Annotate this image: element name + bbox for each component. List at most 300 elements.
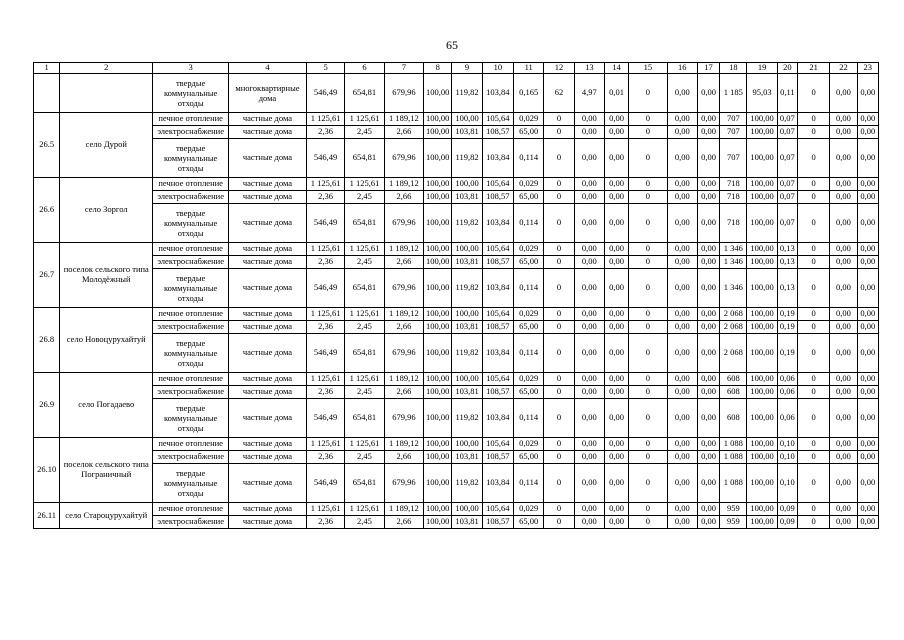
value-cell: 0,00 [667,399,697,438]
value-cell: 0 [629,464,667,503]
value-cell: 0 [544,139,574,178]
value-cell: 100,00 [452,373,482,386]
table-row [34,74,879,113]
value-cell: 0,00 [604,178,628,191]
service-cell: электроснабжение [153,451,229,464]
value-cell: 0,00 [667,321,697,334]
value-cell: 546,49 [306,399,344,438]
value-cell: 0,00 [857,126,878,139]
value-cell: 608 [720,386,747,399]
value-cell: 119,82 [452,464,482,503]
value-cell: 108,57 [482,321,513,334]
value-cell: 1 125,61 [345,308,384,321]
value-cell: 0 [797,308,829,321]
housing-cell: частные дома [229,191,307,204]
value-cell: 1 189,12 [384,178,423,191]
settlement-name: поселок сельского типа Пограничный [60,438,153,503]
housing-cell: частные дома [229,204,307,243]
value-cell: 0,00 [574,451,604,464]
housing-cell: частные дома [229,516,307,529]
column-number: 17 [697,63,719,74]
value-cell: 100,00 [424,178,452,191]
value-cell: 0,07 [777,178,797,191]
settlement-name: село Староцурухайтуй [60,503,153,529]
value-cell: 108,57 [482,126,513,139]
column-number: 7 [384,63,423,74]
column-number: 15 [629,63,667,74]
value-cell: 100,00 [747,113,777,126]
value-cell: 0,00 [857,438,878,451]
service-cell: печное отопление [153,243,229,256]
value-cell: 103,84 [482,204,513,243]
value-cell: 100,00 [747,438,777,451]
housing-cell: частные дома [229,126,307,139]
value-cell: 0 [797,503,829,516]
table-row [34,308,879,321]
value-cell: 103,84 [482,464,513,503]
table-row [34,139,879,178]
value-cell: 0 [797,438,829,451]
table-row [34,126,879,139]
value-cell: 0,00 [604,399,628,438]
value-cell: 0 [544,204,574,243]
value-cell: 0,114 [514,269,544,308]
column-number: 14 [604,63,628,74]
value-cell: 103,84 [482,74,513,113]
column-number: 22 [830,63,857,74]
value-cell: 0,114 [514,139,544,178]
value-cell: 100,00 [747,451,777,464]
value-cell: 2,36 [306,516,344,529]
value-cell: 0,00 [604,386,628,399]
value-cell: 0,029 [514,373,544,386]
value-cell: 0,00 [857,139,878,178]
table-row [34,243,879,256]
value-cell: 654,81 [345,74,384,113]
value-cell: 119,82 [452,204,482,243]
value-cell: 0 [797,399,829,438]
value-cell: 100,00 [747,243,777,256]
value-cell: 1 125,61 [345,503,384,516]
value-cell: 105,64 [482,243,513,256]
value-cell: 2,36 [306,321,344,334]
value-cell: 0,00 [574,256,604,269]
value-cell: 2,45 [345,191,384,204]
value-cell: 1 125,61 [306,503,344,516]
value-cell: 0 [797,386,829,399]
value-cell: 2,66 [384,386,423,399]
value-cell: 0,00 [574,373,604,386]
value-cell: 103,81 [452,451,482,464]
housing-cell: многоквартирные дома [229,74,307,113]
value-cell: 0 [797,243,829,256]
value-cell: 100,00 [424,308,452,321]
value-cell: 0,00 [697,139,719,178]
value-cell: 1 346 [720,269,747,308]
service-cell: печное отопление [153,113,229,126]
value-cell: 103,81 [452,516,482,529]
value-cell: 0,06 [777,386,797,399]
value-cell: 0,00 [830,126,857,139]
value-cell: 0,00 [604,464,628,503]
value-cell: 0,13 [777,243,797,256]
value-cell: 100,00 [424,451,452,464]
column-number: 3 [153,63,229,74]
value-cell: 1 189,12 [384,113,423,126]
housing-cell: частные дома [229,334,307,373]
value-cell: 2,45 [345,451,384,464]
value-cell: 100,00 [747,191,777,204]
value-cell: 100,00 [747,386,777,399]
value-cell: 65,00 [514,126,544,139]
value-cell: 654,81 [345,204,384,243]
value-cell: 0,00 [667,74,697,113]
value-cell: 2,66 [384,451,423,464]
tariff-table [33,62,879,529]
value-cell: 1 125,61 [345,113,384,126]
value-cell: 0,00 [830,516,857,529]
value-cell: 0,114 [514,334,544,373]
value-cell: 718 [720,178,747,191]
value-cell: 0,00 [604,256,628,269]
value-cell: 108,57 [482,451,513,464]
value-cell: 0,00 [667,451,697,464]
service-cell: твердые коммунальные отходы [153,139,229,178]
value-cell: 0 [544,373,574,386]
value-cell: 0,00 [667,191,697,204]
value-cell: 1 189,12 [384,243,423,256]
value-cell: 1 125,61 [306,373,344,386]
service-cell: печное отопление [153,503,229,516]
value-cell: 718 [720,191,747,204]
value-cell: 0 [544,451,574,464]
table-row [34,113,879,126]
value-cell: 0,00 [604,139,628,178]
value-cell: 546,49 [306,464,344,503]
value-cell: 100,00 [424,399,452,438]
value-cell: 2 068 [720,308,747,321]
value-cell: 0,00 [857,451,878,464]
value-cell: 0,00 [830,256,857,269]
value-cell: 0,00 [830,334,857,373]
value-cell: 0 [797,334,829,373]
service-cell: твердые коммунальные отходы [153,464,229,503]
value-cell: 654,81 [345,334,384,373]
value-cell: 1 346 [720,256,747,269]
value-cell: 0,00 [574,399,604,438]
value-cell: 0,00 [697,256,719,269]
housing-cell: частные дома [229,308,307,321]
value-cell: 0,00 [604,334,628,373]
value-cell: 0 [629,438,667,451]
value-cell: 105,64 [482,438,513,451]
value-cell: 0,00 [857,243,878,256]
column-number: 12 [544,63,574,74]
column-number: 21 [797,63,829,74]
value-cell: 0,00 [697,464,719,503]
row-id-cell: 26.5 [34,113,60,178]
service-cell: печное отопление [153,373,229,386]
value-cell: 1 088 [720,451,747,464]
value-cell: 105,64 [482,503,513,516]
value-cell: 0 [629,74,667,113]
value-cell: 0,00 [667,178,697,191]
value-cell: 0,10 [777,464,797,503]
table-row [34,503,879,516]
housing-cell: частные дома [229,373,307,386]
value-cell: 100,00 [747,204,777,243]
service-cell: электроснабжение [153,126,229,139]
table-row [34,269,879,308]
value-cell: 103,81 [452,191,482,204]
value-cell: 119,82 [452,334,482,373]
value-cell: 0,00 [697,243,719,256]
value-cell: 100,00 [424,386,452,399]
column-number: 13 [574,63,604,74]
value-cell: 0,114 [514,464,544,503]
value-cell: 0 [544,243,574,256]
value-cell: 0,00 [574,178,604,191]
value-cell: 0,00 [604,204,628,243]
value-cell: 0 [544,191,574,204]
table-row [34,399,879,438]
table-row [34,438,879,451]
value-cell: 679,96 [384,269,423,308]
value-cell: 0,19 [777,321,797,334]
value-cell: 0,00 [574,243,604,256]
value-cell: 0,00 [857,113,878,126]
housing-cell: частные дома [229,386,307,399]
value-cell: 0,13 [777,256,797,269]
value-cell: 1 125,61 [306,243,344,256]
value-cell: 0 [629,373,667,386]
value-cell: 108,57 [482,256,513,269]
row-id-cell: 26.9 [34,373,60,438]
value-cell: 0,00 [574,204,604,243]
value-cell: 2,36 [306,451,344,464]
housing-cell: частные дома [229,256,307,269]
value-cell: 0,029 [514,178,544,191]
value-cell: 0,00 [857,373,878,386]
table-row [34,386,879,399]
service-cell: электроснабжение [153,256,229,269]
value-cell: 100,00 [452,243,482,256]
value-cell: 0,00 [830,191,857,204]
service-cell: печное отопление [153,438,229,451]
service-cell: электроснабжение [153,321,229,334]
value-cell: 707 [720,139,747,178]
value-cell: 0,00 [697,126,719,139]
value-cell: 103,81 [452,256,482,269]
value-cell: 546,49 [306,269,344,308]
table-row [34,451,879,464]
housing-cell: частные дома [229,269,307,308]
value-cell: 103,84 [482,334,513,373]
value-cell: 654,81 [345,399,384,438]
housing-cell: частные дома [229,399,307,438]
value-cell: 100,00 [424,74,452,113]
value-cell: 0,00 [667,256,697,269]
column-number: 5 [306,63,344,74]
value-cell: 0,00 [697,438,719,451]
value-cell: 0,00 [830,204,857,243]
value-cell: 0,00 [667,126,697,139]
value-cell: 0,00 [697,399,719,438]
value-cell: 0,00 [857,399,878,438]
value-cell: 100,00 [424,269,452,308]
table-row [34,373,879,386]
value-cell: 0 [797,113,829,126]
value-cell: 100,00 [424,139,452,178]
table-row [34,178,879,191]
housing-cell: частные дома [229,243,307,256]
value-cell: 100,00 [747,373,777,386]
table-row [34,191,879,204]
value-cell: 0,00 [857,256,878,269]
value-cell: 0,00 [857,191,878,204]
value-cell: 2,36 [306,386,344,399]
value-cell: 0,00 [667,464,697,503]
value-cell: 0,00 [830,386,857,399]
service-cell: твердые коммунальные отходы [153,204,229,243]
value-cell: 959 [720,503,747,516]
settlement-name: село Зоргол [60,178,153,243]
value-cell: 0,07 [777,139,797,178]
service-cell: твердые коммунальные отходы [153,334,229,373]
value-cell: 0 [544,178,574,191]
value-cell: 0,00 [857,204,878,243]
value-cell: 100,00 [424,126,452,139]
value-cell: 0,07 [777,191,797,204]
value-cell: 679,96 [384,139,423,178]
value-cell: 0,00 [574,321,604,334]
value-cell: 679,96 [384,464,423,503]
value-cell: 0,00 [574,126,604,139]
value-cell: 0,00 [830,178,857,191]
value-cell: 0 [544,256,574,269]
value-cell: 100,00 [424,256,452,269]
value-cell: 2,36 [306,191,344,204]
value-cell: 0,00 [574,334,604,373]
value-cell: 0 [629,308,667,321]
value-cell: 0 [629,113,667,126]
value-cell: 0 [544,334,574,373]
column-number: 23 [857,63,878,74]
column-number: 4 [229,63,307,74]
value-cell: 1 125,61 [345,373,384,386]
value-cell: 0,00 [574,113,604,126]
housing-cell: частные дома [229,503,307,516]
column-number: 6 [345,63,384,74]
value-cell: 0 [544,386,574,399]
value-cell: 62 [544,74,574,113]
service-cell: печное отопление [153,308,229,321]
value-cell: 65,00 [514,256,544,269]
table-row [34,321,879,334]
value-cell: 100,00 [424,334,452,373]
value-cell: 100,00 [424,204,452,243]
value-cell: 0,00 [604,243,628,256]
value-cell: 100,00 [424,243,452,256]
value-cell: 103,81 [452,321,482,334]
value-cell: 0,06 [777,399,797,438]
value-cell: 0,00 [604,451,628,464]
value-cell: 1 189,12 [384,308,423,321]
value-cell: 546,49 [306,74,344,113]
value-cell: 679,96 [384,399,423,438]
row-id-cell: 26.6 [34,178,60,243]
value-cell: 65,00 [514,321,544,334]
service-cell: электроснабжение [153,191,229,204]
value-cell: 100,00 [747,503,777,516]
value-cell: 65,00 [514,191,544,204]
value-cell: 0,00 [697,308,719,321]
value-cell: 0 [544,126,574,139]
value-cell: 679,96 [384,334,423,373]
value-cell: 0,07 [777,113,797,126]
housing-cell: частные дома [229,438,307,451]
value-cell: 0 [797,373,829,386]
value-cell: 0 [629,269,667,308]
value-cell: 546,49 [306,334,344,373]
value-cell: 0,00 [697,204,719,243]
value-cell: 1 185 [720,74,747,113]
value-cell: 0,06 [777,373,797,386]
value-cell: 108,57 [482,191,513,204]
value-cell: 654,81 [345,139,384,178]
value-cell: 0,00 [830,243,857,256]
value-cell: 0,00 [604,321,628,334]
value-cell: 0,00 [697,386,719,399]
value-cell: 0,00 [857,503,878,516]
value-cell: 2 068 [720,321,747,334]
housing-cell: частные дома [229,451,307,464]
table-row [34,334,879,373]
value-cell: 0,09 [777,503,797,516]
value-cell: 100,00 [452,308,482,321]
row-id-cell: 26.10 [34,438,60,503]
value-cell: 0,00 [574,503,604,516]
value-cell: 0 [629,191,667,204]
value-cell: 0,00 [697,178,719,191]
value-cell: 0,00 [857,308,878,321]
value-cell: 0 [629,204,667,243]
value-cell: 0,029 [514,243,544,256]
value-cell: 0,00 [604,191,628,204]
value-cell: 0,00 [667,386,697,399]
value-cell: 0,00 [667,516,697,529]
value-cell: 0,13 [777,269,797,308]
column-number: 2 [60,63,153,74]
value-cell: 0 [629,399,667,438]
value-cell: 2,66 [384,191,423,204]
value-cell: 0,00 [697,269,719,308]
page-number: 65 [446,38,458,52]
value-cell: 0,00 [830,503,857,516]
value-cell: 707 [720,126,747,139]
column-number: 10 [482,63,513,74]
value-cell: 0 [797,269,829,308]
value-cell: 0,00 [604,373,628,386]
value-cell: 0,00 [667,139,697,178]
value-cell: 2,45 [345,386,384,399]
value-cell: 2,66 [384,256,423,269]
value-cell: 1 125,61 [306,178,344,191]
value-cell: 0 [797,321,829,334]
value-cell: 2,66 [384,321,423,334]
value-cell: 100,00 [424,464,452,503]
value-cell: 100,00 [452,113,482,126]
